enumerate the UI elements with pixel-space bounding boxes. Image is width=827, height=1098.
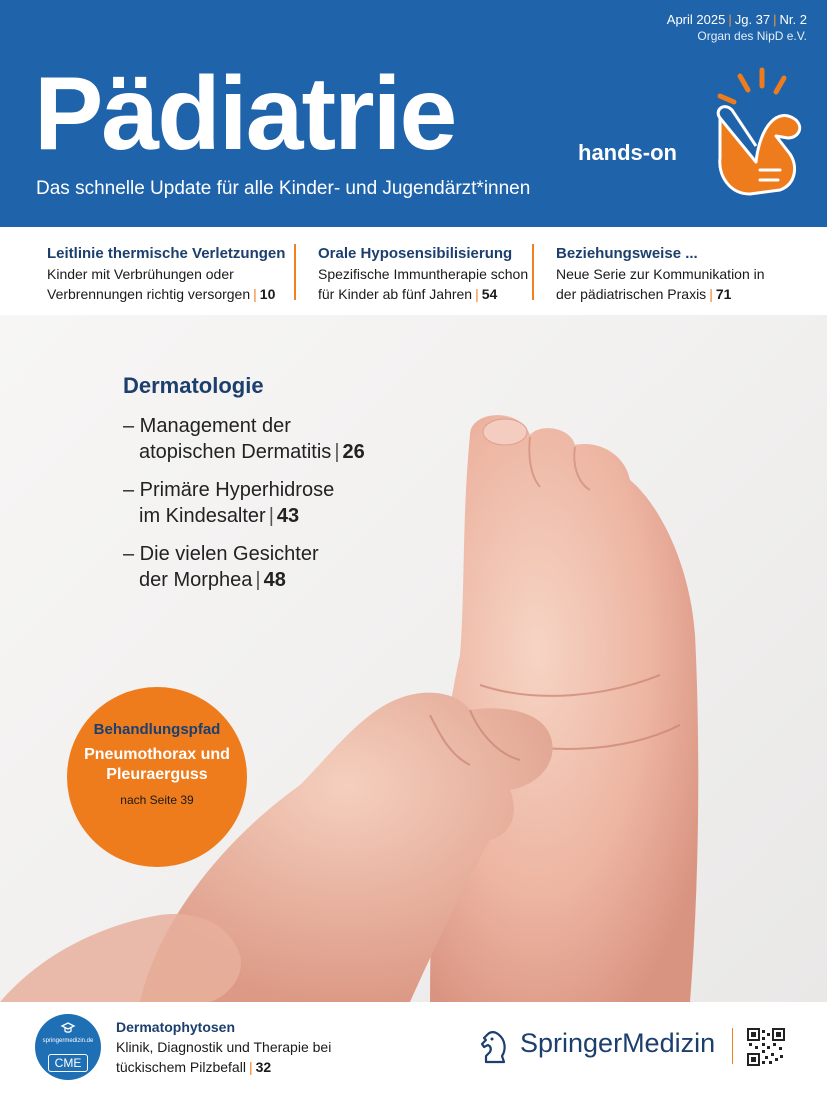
badge-title-line: Pleuraerguss bbox=[106, 766, 208, 783]
feature-heading: Dermatologie bbox=[123, 373, 264, 398]
teaser-text: Spezifische Immuntherapie schon bbox=[318, 266, 529, 282]
issue-number: Nr. 2 bbox=[779, 12, 807, 27]
feature-item-page: 48 bbox=[263, 569, 286, 591]
feature-item[interactable]: – Die vielen Gesichter der Morphea | 48 bbox=[123, 541, 365, 593]
feature-item-line: der Morphea bbox=[139, 569, 253, 591]
cover-footer bbox=[0, 1002, 827, 1098]
feature-item-page: 43 bbox=[276, 505, 300, 527]
qr-code-icon[interactable] bbox=[747, 1028, 785, 1066]
publisher-name: Springer bbox=[520, 1028, 623, 1058]
teaser-title: Orale Hyposensibilisierung bbox=[318, 245, 513, 262]
issue-info: April 2025 | Jg. 37 | Nr. 2 Organ des NipD e.V. bbox=[666, 12, 807, 43]
teaser-title: Leitlinie thermische Verletzungen bbox=[47, 245, 286, 262]
badge-title bbox=[67, 745, 247, 785]
teaser-text: für Kinder ab fünf Jahren bbox=[318, 286, 473, 302]
cme-title: Dermatophytosen bbox=[116, 1019, 236, 1035]
cme-url: springermedizin.de bbox=[42, 1038, 94, 1044]
snapping-hand-icon bbox=[700, 66, 810, 196]
feature-item-line: atopischen Dermatitis bbox=[139, 441, 332, 463]
teaser-hyposensibilisierung[interactable]: Orale Hyposensibilisierung Spezifische Immuntherapie schon für Kinder ab fünf Jahren | 54 bbox=[318, 245, 529, 302]
organ-label: Organ des NipD e.V. bbox=[697, 29, 807, 43]
cme-teaser[interactable]: Dermatophytosen Klinik, Diagnostik und Therapie bei tückischem Pilzbefall | 32 bbox=[116, 1019, 332, 1075]
feature-item-line: – Management der bbox=[123, 415, 291, 437]
badge-title-line: Pneumothorax und bbox=[84, 746, 230, 763]
cme-text: Klinik, Diagnostik und Therapie bei bbox=[116, 1039, 332, 1055]
springer-medizin-logo bbox=[476, 1028, 716, 1069]
feature-item-line: – Die vielen Gesichter bbox=[123, 543, 319, 565]
teaser-text: Kinder mit Verbrühungen oder bbox=[47, 266, 234, 282]
footer-divider bbox=[732, 1028, 733, 1064]
teaser-text: Verbrennungen richtig versorgen bbox=[47, 286, 251, 302]
badge-label: Behandlungspfad bbox=[93, 721, 221, 738]
feature-item[interactable]: – Management der atopischen Dermatitis | 26 bbox=[123, 415, 365, 463]
feature-dermatologie bbox=[123, 373, 365, 605]
cme-text: tückischem Pilzbefall bbox=[116, 1059, 246, 1075]
cme-label: CME bbox=[48, 1054, 88, 1072]
teaser-page: 10 bbox=[259, 286, 276, 302]
cme-seal[interactable] bbox=[35, 1014, 101, 1080]
magazine-title: Pädiatrie bbox=[34, 56, 456, 172]
graduation-cap-icon bbox=[60, 1020, 76, 1036]
feature-item[interactable]: – Primäre Hyperhidrose im Kindesalter | 43 bbox=[123, 477, 365, 529]
teaser-title: Beziehungsweise ... bbox=[556, 245, 698, 262]
masthead bbox=[0, 0, 827, 227]
teaser-thermische-verletzungen[interactable]: Leitlinie thermische Verletzungen Kinder mit Verbrühungen oder Verbrennungen richtig versorgen | 10 bbox=[47, 245, 286, 302]
issue-volume: Jg. 37 bbox=[734, 12, 771, 27]
teaser-text: Neue Serie zur Kommunikation in bbox=[556, 266, 765, 282]
teaser-divider bbox=[532, 244, 534, 300]
teaser-divider bbox=[294, 244, 296, 300]
teaser-page: 71 bbox=[715, 286, 732, 302]
teaser-page: 54 bbox=[481, 286, 498, 302]
publisher-division: Medizin bbox=[622, 1028, 716, 1058]
behandlungspfad-badge[interactable] bbox=[67, 687, 247, 867]
teaser-beziehungsweise[interactable]: Beziehungsweise ... Neue Serie zur Kommunikation in der pädiatrischen Praxis | 71 bbox=[556, 245, 765, 302]
badge-note: nach Seite 39 bbox=[120, 793, 194, 807]
hands-on-label: hands-on bbox=[578, 140, 677, 165]
chess-knight-icon bbox=[476, 1028, 512, 1064]
feature-item-line: – Primäre Hyperhidrose bbox=[123, 479, 335, 501]
feature-item-line: im Kindesalter bbox=[139, 505, 266, 527]
cme-page: 32 bbox=[255, 1059, 272, 1075]
issue-date: April 2025 bbox=[666, 12, 726, 27]
feature-item-page: 26 bbox=[342, 441, 365, 463]
teaser-text: der pädiatrischen Praxis bbox=[556, 286, 707, 302]
magazine-subtitle: Das schnelle Update für alle Kinder- und Jugendärzt*innen bbox=[36, 178, 531, 199]
teaser-bar bbox=[0, 244, 827, 304]
